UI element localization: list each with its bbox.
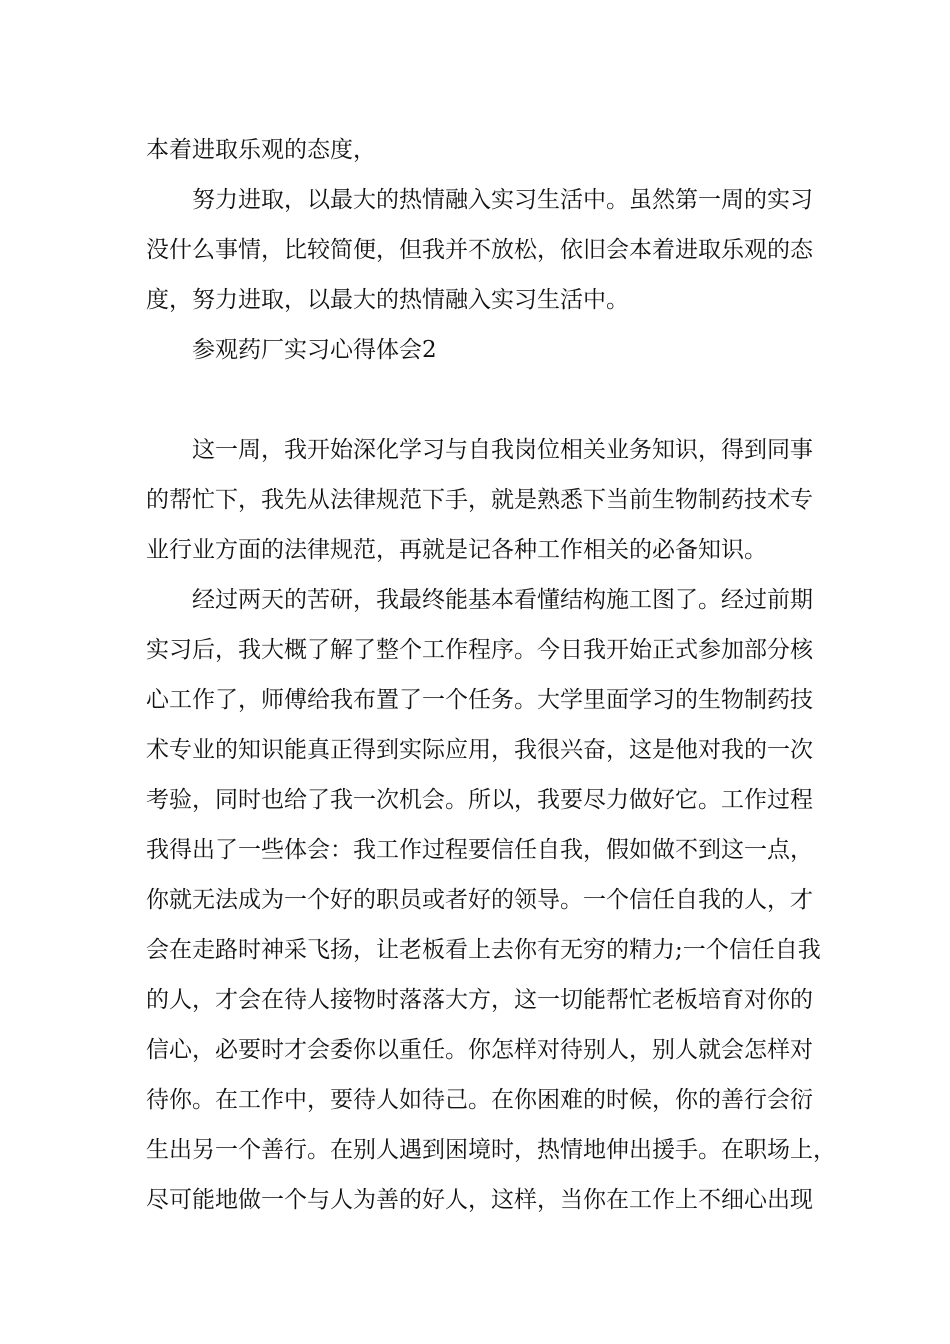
text-line: 业行业方面的法律规范，再就是记各种工作相关的必备知识。 [146, 537, 767, 563]
text-line: 心工作了，师傅给我布置了一个任务。大学里面学习的生物制药技 [146, 687, 813, 713]
text-line: 信心，必要时才会委你以重任。你怎样对待别人，别人就会怎样对 [146, 1037, 813, 1063]
text-line: 经过两天的苦研，我最终能基本看懂结构施工图了。经过前期 [192, 587, 813, 613]
text-line: 生出另一个善行。在别人遇到困境时，热情地伸出援手。在职场上， [146, 1137, 836, 1163]
text-line: 你就无法成为一个好的职员或者好的领导。一个信任自我的人，才 [146, 887, 813, 913]
text-line: 努力进取，以最大的热情融入实习生活中。虽然第一周的实习 [192, 187, 813, 213]
section-heading: 参观药厂实习心得体会2 [192, 337, 437, 363]
text-line: 术专业的知识能真正得到实际应用，我很兴奋，这是他对我的一次 [146, 737, 813, 763]
text-line: 这一周，我开始深化学习与自我岗位相关业务知识，得到同事 [192, 437, 813, 463]
text-line: 度，努力进取，以最大的热情融入实习生活中。 [146, 287, 629, 313]
text-line: 的帮忙下，我先从法律规范下手，就是熟悉下当前生物制药技术专 [146, 487, 813, 513]
text-line: 本着进取乐观的态度， [146, 137, 376, 163]
text-line: 的人，才会在待人接物时落落大方，这一切能帮忙老板培育对你的 [146, 987, 813, 1013]
text-line: 会在走路时神采飞扬，让老板看上去你有无穷的精力;一个信任自我 [146, 937, 821, 963]
text-line: 考验，同时也给了我一次机会。所以，我要尽力做好它。工作过程 [146, 787, 813, 813]
text-line: 尽可能地做一个与人为善的好人，这样，当你在工作上不细心出现 [146, 1187, 813, 1213]
text-line: 待你。在工作中，要待人如待己。在你困难的时候，你的善行会衍 [146, 1087, 813, 1113]
text-line: 我得出了一些体会：我工作过程要信任自我，假如做不到这一点， [146, 837, 813, 863]
text-line: 没什么事情，比较简便，但我并不放松，依旧会本着进取乐观的态 [146, 237, 813, 263]
text-line: 实习后，我大概了解了整个工作程序。今日我开始正式参加部分核 [146, 637, 813, 663]
